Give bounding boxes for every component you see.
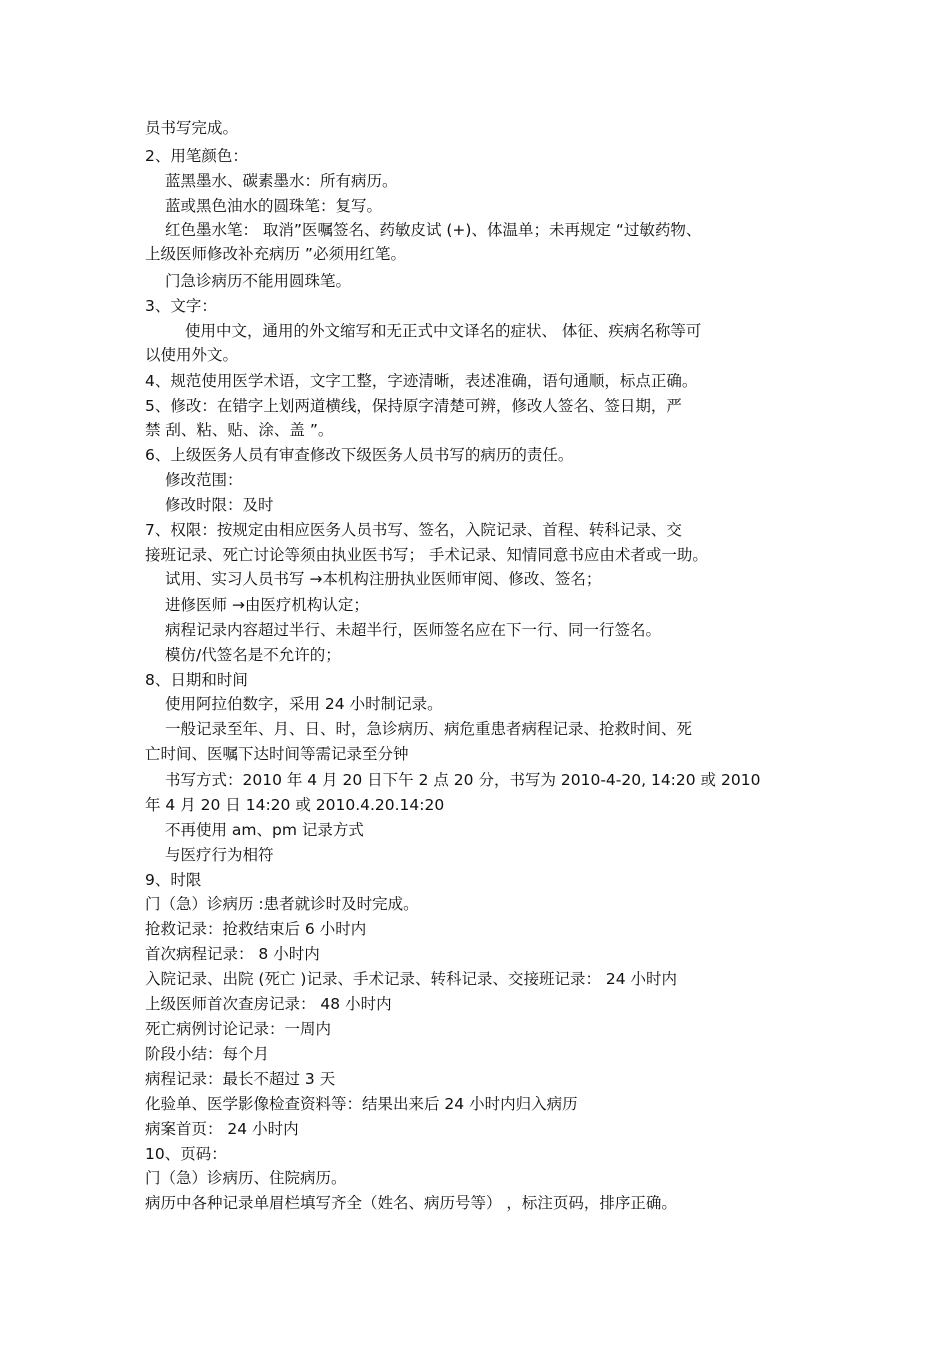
- text-line: 一般记录至年、月、日、时，急诊病历、病危重患者病程记录、抢救时间、死: [165, 720, 693, 738]
- section-heading-review: 6、上级医务人员有审查修改下级医务人员书写的病历的责任。: [145, 446, 574, 464]
- section-heading-datetime: 8、日期和时间: [145, 671, 248, 689]
- text-line: 化验单、医学影像检查资料等：结果出来后 24 小时内归入病历: [145, 1095, 578, 1113]
- text-line: 病历中各种记录单眉栏填写齐全（姓名、病历号等） ，标注页码，排序正确。: [145, 1194, 677, 1212]
- text-line: 员书写完成。: [145, 119, 239, 137]
- text-line: 首次病程记录： 8 小时内: [145, 945, 320, 963]
- text-line: 门急诊病历不能用圆珠笔。: [165, 272, 352, 290]
- section-heading-page-numbers: 10、页码：: [145, 1145, 227, 1163]
- section-heading-text: 3、文字：: [145, 297, 217, 315]
- text-line: 病案首页： 24 小时内: [145, 1120, 299, 1138]
- text-line: 抢救记录：抢救结束后 6 小时内: [145, 920, 367, 938]
- text-line: 禁 刮、粘、贴、涂、盖 ”。: [145, 421, 334, 439]
- text-line: 上级医师修改补充病历 ”必须用红笔。: [145, 245, 406, 263]
- text-line: 病程记录：最长不超过 3 天: [145, 1070, 336, 1088]
- text-line: 上级医师首次查房记录： 48 小时内: [145, 995, 392, 1013]
- section-heading-correction: 5、修改：在错字上划两道横线，保持原字清楚可辨，修改人签名、签日期，严: [145, 397, 682, 415]
- text-line: 门（急）诊病历、住院病历。: [145, 1169, 347, 1187]
- text-line: 修改范围：: [165, 471, 243, 489]
- text-line: 进修医师 →由医疗机构认定；: [165, 596, 369, 614]
- text-line: 病程记录内容超过半行、未超半行，医师签名应在下一行、同一行签名。: [165, 621, 662, 639]
- text-line: 亡时间、医嘱下达时间等需记录至分钟: [145, 745, 409, 763]
- text-line: 接班记录、死亡讨论等须由执业医书写； 手术记录、知情同意书应由术者或一助。: [145, 546, 708, 564]
- text-line: 与医疗行为相符: [165, 846, 274, 864]
- text-line: 使用阿拉伯数字，采用 24 小时制记录。: [165, 695, 443, 713]
- section-heading-terminology: 4、规范使用医学术语，文字工整，字迹清晰，表述准确，语句通顺，标点正确。: [145, 372, 698, 390]
- text-line: 书写方式：2010 年 4 月 20 日下午 2 点 20 分，书写为 2010-4-20, 14:20 或 2010: [165, 771, 761, 789]
- text-line: 修改时限：及时: [165, 496, 274, 514]
- section-heading-time-limits: 9、时限: [145, 871, 202, 889]
- text-line: 死亡病例讨论记录：一周内: [145, 1020, 332, 1038]
- text-line: 红色墨水笔： 取消”医嘱签名、药敏皮试 (+)、体温单；未再规定 “过敏药物、: [165, 221, 702, 239]
- text-line: 入院记录、出院 (死亡 )记录、手术记录、转科记录、交接班记录： 24 小时内: [145, 970, 678, 988]
- text-line: 阶段小结：每个月: [145, 1045, 270, 1063]
- text-line: 以使用外文。: [145, 346, 239, 364]
- section-heading-authority: 7、权限：按规定由相应医务人员书写、签名，入院记录、首程、转科记录、交: [145, 521, 682, 539]
- text-line: 使用中文，通用的外文缩写和无正式中文译名的症状、 体征、疾病名称等可: [185, 322, 702, 340]
- text-line: 门（急）诊病历 :患者就诊时及时完成。: [145, 895, 419, 913]
- text-line: 模仿/代签名是不允许的；: [165, 646, 341, 664]
- section-heading-pen-color: 2、用笔颜色：: [145, 147, 248, 165]
- text-line: 蓝或黑色油水的圆珠笔：复写。: [165, 197, 383, 215]
- text-line: 年 4 月 20 日 14:20 或 2010.4.20.14:20: [145, 796, 445, 814]
- text-line: 试用、实习人员书写 →本机构注册执业医师审阅、修改、签名；: [165, 570, 602, 588]
- text-line: 蓝黑墨水、碳素墨水：所有病历。: [165, 172, 398, 190]
- text-line: 不再使用 am、pm 记录方式: [165, 821, 364, 839]
